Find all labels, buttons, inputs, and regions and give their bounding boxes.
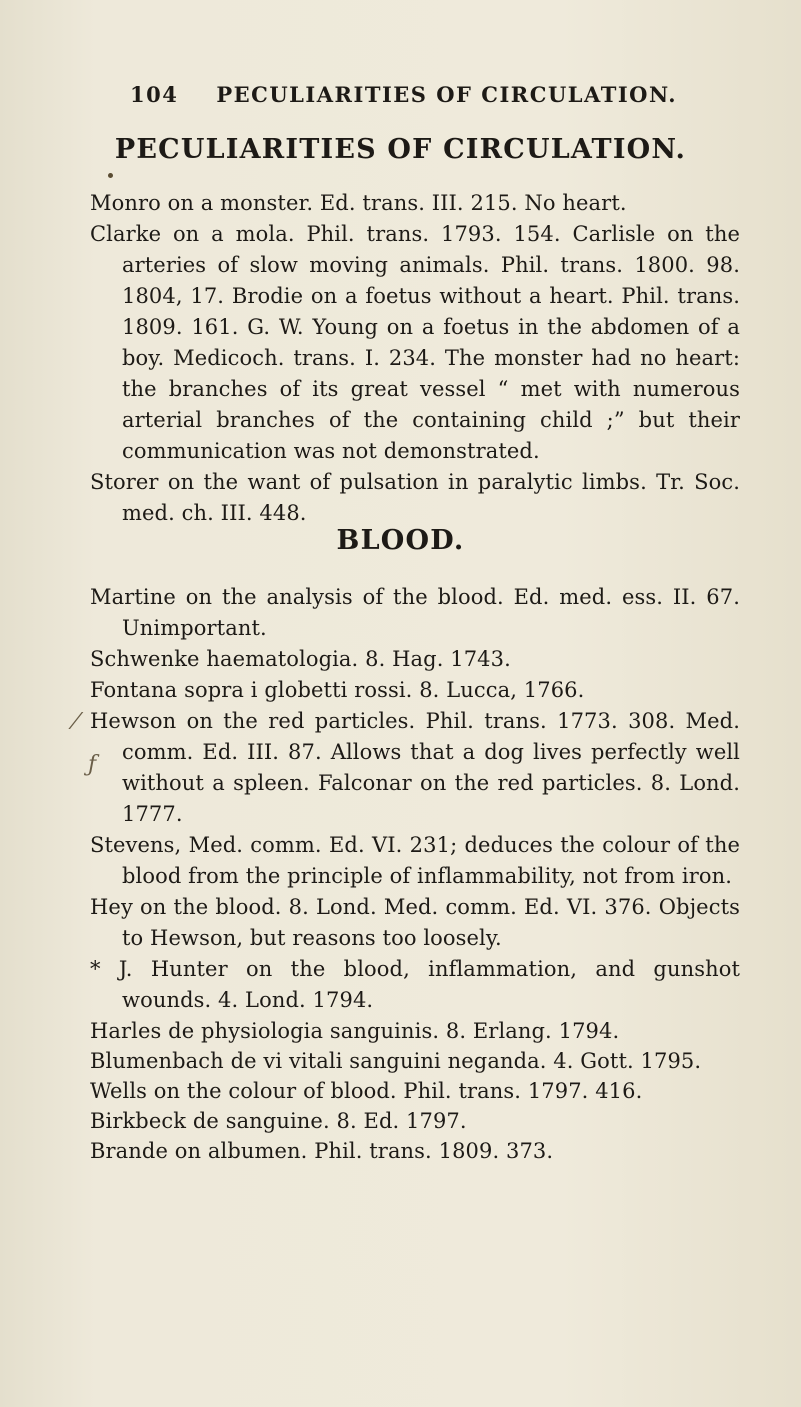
bibliography-entry: Schwenke haematologia. 8. Hag. 1743. — [90, 647, 511, 671]
bibliography-entry: Monro on a monster. Ed. trans. III. 215. No heart. — [90, 191, 627, 215]
bibliography-entry: Hey on the blood. 8. Lond. Med. comm. Ed. VI. 376. Objects to Hewson, but reasons too loosely. — [90, 895, 740, 950]
circulation-entries — [90, 188, 740, 529]
bibliography-entry: Brande on albumen. Phil. trans. 1809. 373. — [90, 1139, 554, 1163]
pencil-mark: ⁄ — [74, 710, 78, 735]
bibliography-entry: * J. Hunter on the blood, inflammation, and gunshot wounds. 4. Lond. 1794. — [90, 957, 740, 1012]
bibliography-entry: Martine on the analysis of the blood. Ed. med. ess. II. 67. Unimportant. — [90, 585, 740, 640]
bibliography-entry: Blumenbach de vi vitali sanguini neganda. 4. Gott. 1795. — [90, 1049, 702, 1073]
section-title-blood: BLOOD. — [336, 525, 465, 556]
bibliography-entry: Wells on the colour of blood. Phil. trans. 1797. 416. — [90, 1079, 643, 1103]
bibliography-entry: Fontana sopra i globetti rossi. 8. Lucca, 1766. — [90, 678, 585, 702]
ink-spot — [108, 173, 113, 178]
bibliography-entry: Clarke on a mola. Phil. trans. 1793. 154. Carlisle on the arteries of slow moving animals. Phil. trans. 1800. 98. 1804, 17. Brodie on a foetus without a heart. Phil. trans. 1809. 161. G. W. Young on a foetus in the abdomen of a boy. Medicoch. trans. I. 234. The monster had no heart: the branches of its great vessel “ met with numerous arterial branches of the containing child ;” but their communication was not demonstrated. — [90, 222, 740, 463]
bibliography-entry: Storer on the want of pulsation in paralytic limbs. Tr. Soc. med. ch. III. 448. — [90, 470, 740, 525]
bibliography-entry: Harles de physiologia sanguinis. 8. Erlang. 1794. — [90, 1019, 620, 1043]
page-number: 104 — [130, 82, 179, 107]
bibliography-entry: Stevens, Med. comm. Ed. VI. 231; deduces the colour of the blood from the principle of inflammability, not from iron. — [90, 833, 740, 888]
blood-entries — [90, 582, 740, 1166]
pencil-mark: ƒ — [88, 752, 97, 777]
section-title-circulation: PECULIARITIES OF CIRCULATION. — [114, 134, 687, 165]
bibliography-entry: Hewson on the red particles. Phil. trans. 1773. 308. Med. comm. Ed. III. 87. Allows that a dog lives perfectly well without a spleen. Falconar on the red particles. 8. Lond. 1777. — [90, 709, 740, 826]
running-head — [130, 82, 770, 107]
bibliography-entry: Birkbeck de sanguine. 8. Ed. 1797. — [90, 1109, 467, 1133]
running-title: PECULIARITIES OF CIRCULATION. — [216, 82, 678, 107]
